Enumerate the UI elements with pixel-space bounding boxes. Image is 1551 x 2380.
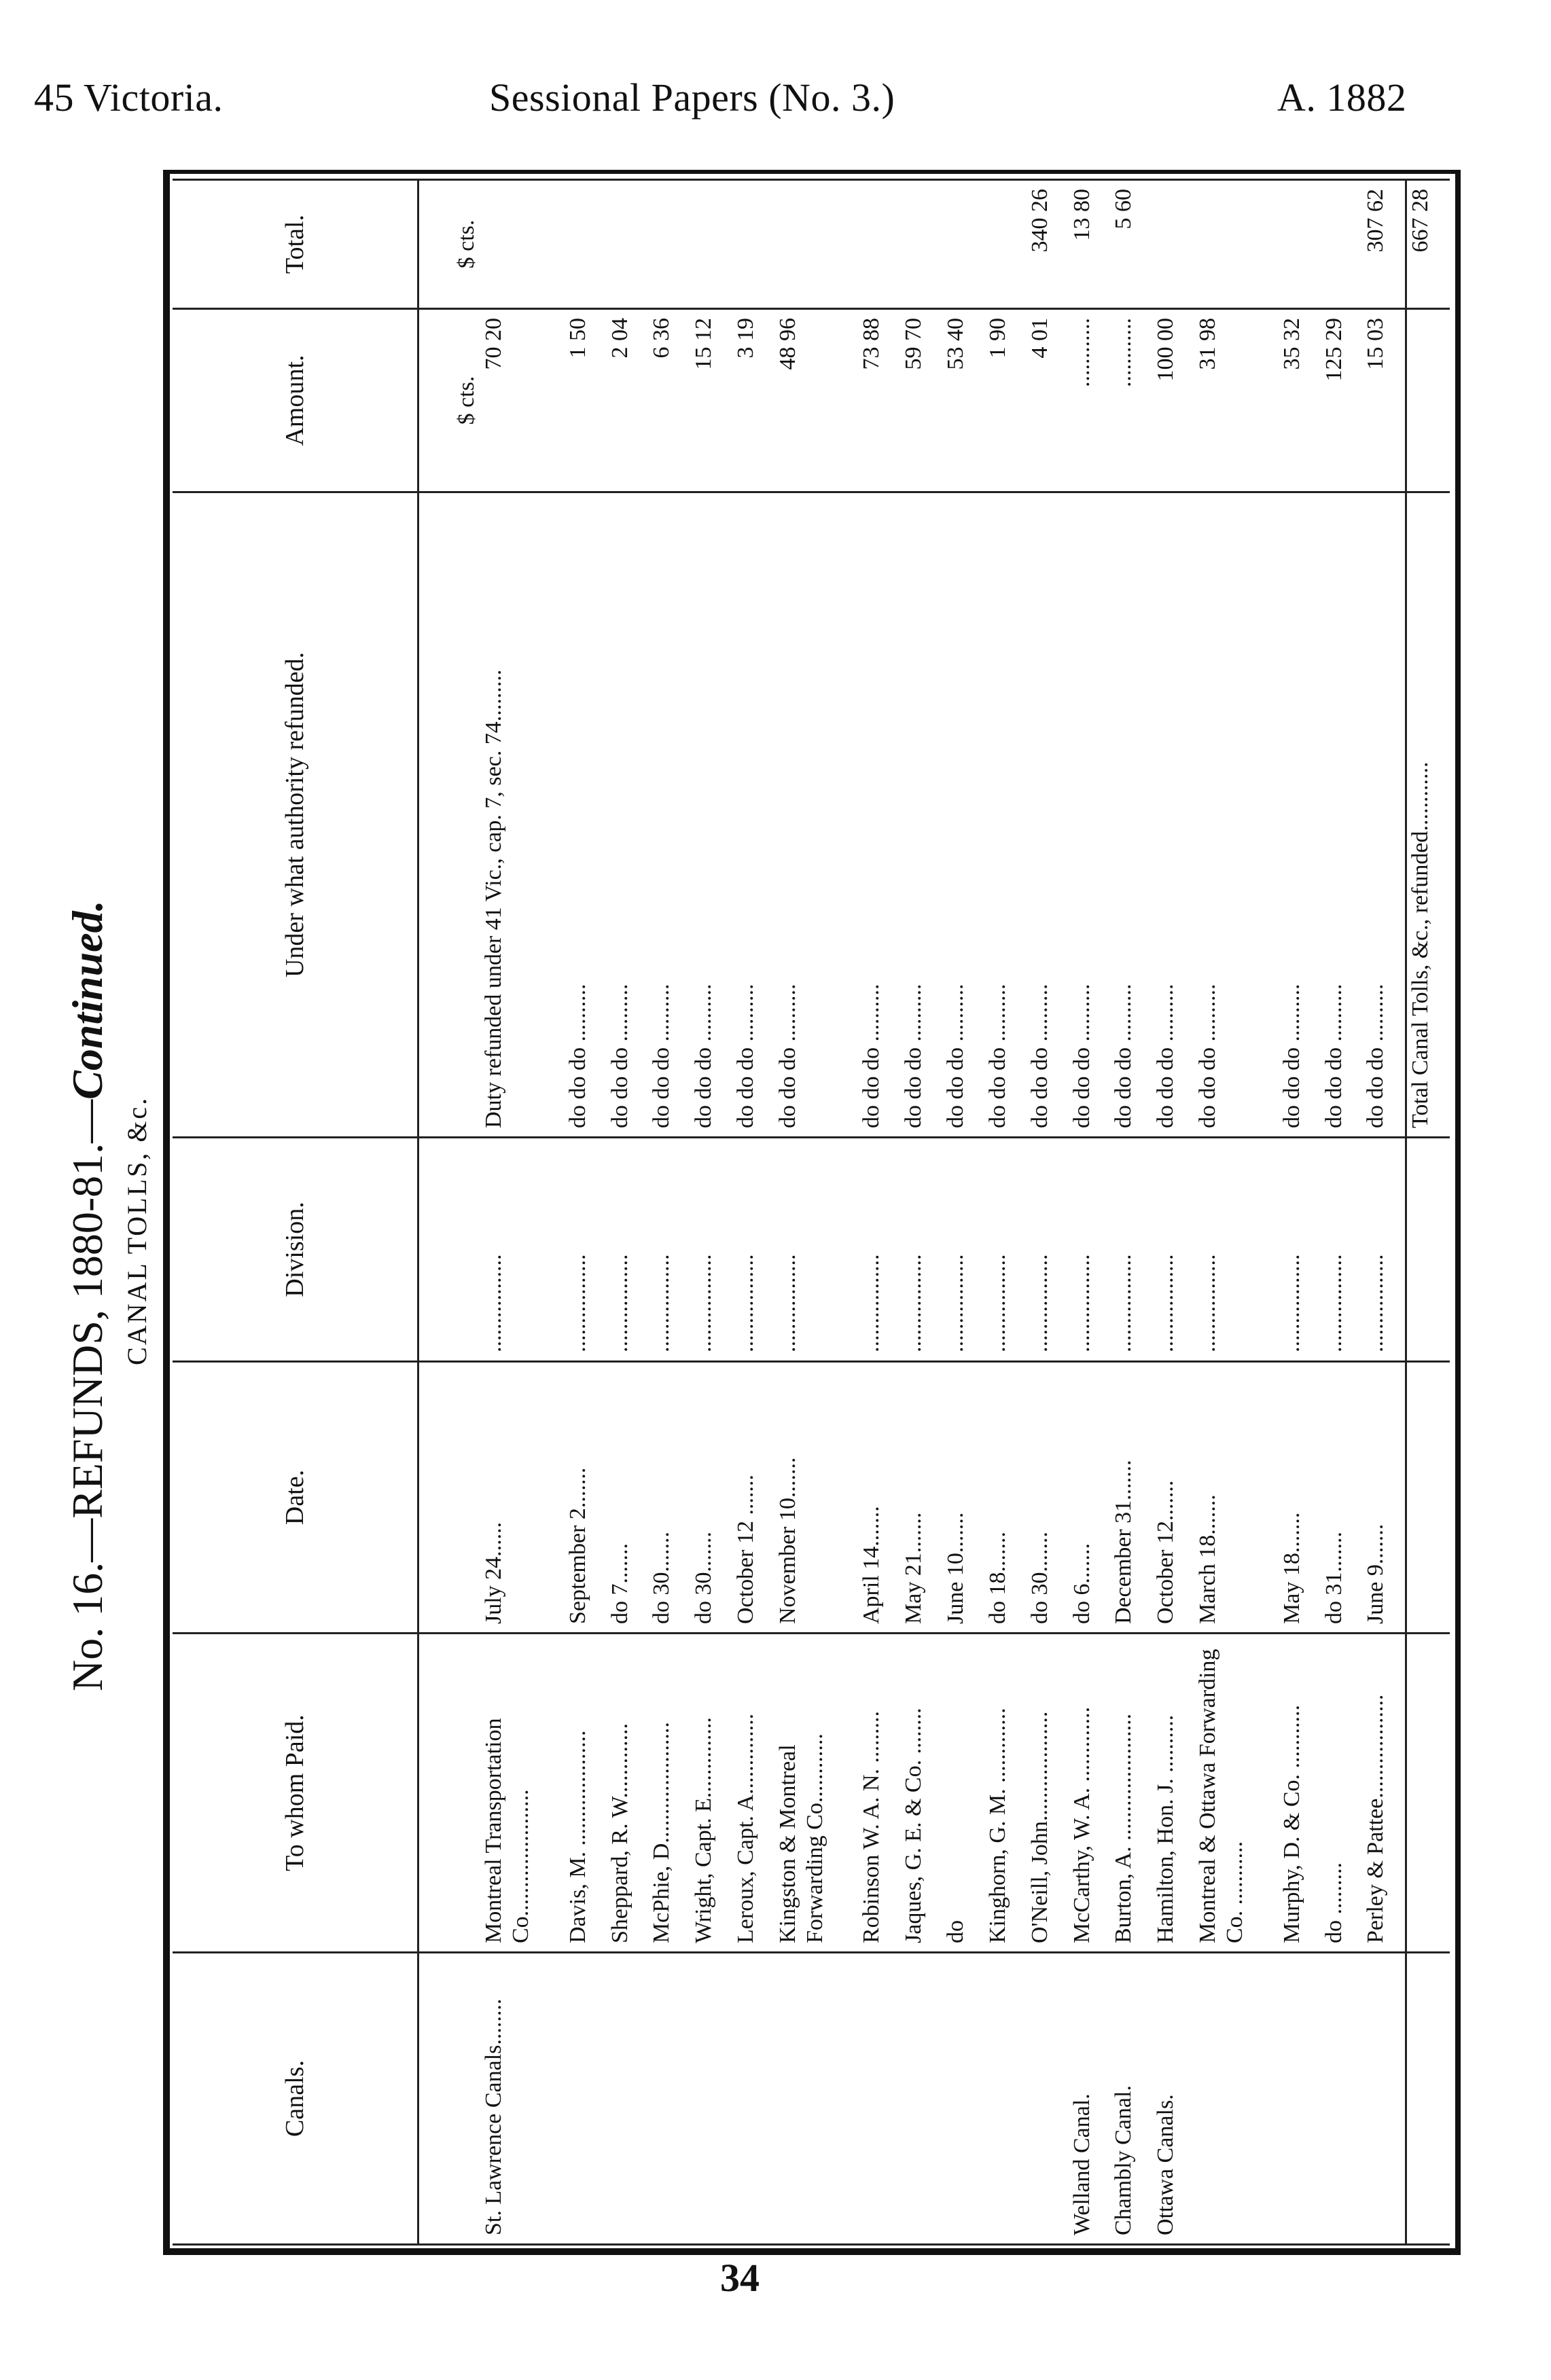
- total: [942, 180, 984, 309]
- amount: 1 50: [565, 309, 607, 492]
- page-number: 34: [720, 2256, 760, 2300]
- refund-date: November 10.......: [774, 1362, 859, 1634]
- col-header-total: Total.: [173, 180, 418, 309]
- amount: ............: [1110, 309, 1152, 492]
- division: .................: [1110, 1138, 1152, 1362]
- group-total: 340 26: [1027, 180, 1069, 309]
- total: [1152, 180, 1194, 309]
- col-header-amount: Amount.: [173, 309, 418, 492]
- payee: Montreal Transportation Co......................: [480, 1634, 565, 1953]
- units-cell: [418, 1138, 481, 1362]
- grand-total-row: [1406, 180, 1450, 2245]
- authority: do do do ..........: [732, 492, 774, 1138]
- authority: do do do ..........: [1027, 492, 1069, 1138]
- refund-date: do 30.......: [690, 1362, 732, 1634]
- table-row: [858, 180, 900, 2245]
- refund-date: October 12 .......: [732, 1362, 774, 1634]
- total: [984, 180, 1027, 309]
- division: .................: [732, 1138, 774, 1362]
- division: .................: [565, 1138, 607, 1362]
- refund-date: do 6.......: [1069, 1362, 1111, 1634]
- payee: Kinghorn, G. M. .............: [984, 1634, 1027, 1953]
- amount: 15 03: [1362, 309, 1406, 492]
- group-total: 307 62: [1362, 180, 1406, 309]
- payee: Burton, A. ......................: [1110, 1634, 1152, 1953]
- authority: do do do ..........: [942, 492, 984, 1138]
- col-header-to-whom: To whom Paid.: [173, 1634, 418, 1953]
- total-spacer: [1406, 1362, 1450, 1634]
- table-row: [732, 180, 774, 2245]
- total: [480, 180, 565, 309]
- payee: O'Neill, John...................: [1027, 1634, 1069, 1953]
- units-cell: [418, 492, 481, 1138]
- division: .................: [942, 1138, 984, 1362]
- refund-date: July 24......: [480, 1362, 565, 1634]
- canal-name: [900, 1953, 942, 2245]
- refund-date: June 9.......: [1362, 1362, 1406, 1634]
- total-spacer: [1406, 309, 1450, 492]
- total: [732, 180, 774, 309]
- document-title: [63, 900, 113, 1691]
- refunds-table-frame: [163, 170, 1461, 2255]
- canal-name: [607, 1953, 649, 2245]
- canal-name: [942, 1953, 984, 2245]
- amount: 35 32: [1279, 309, 1321, 492]
- refund-date: do 31.......: [1321, 1362, 1363, 1634]
- group-total: 13 80: [1069, 180, 1111, 309]
- payee: Kingston & Montreal Forwarding Co............: [774, 1634, 859, 1953]
- payee: do .........: [1321, 1634, 1363, 1953]
- authority: do do do ..........: [1362, 492, 1406, 1138]
- canal-name: [1321, 1953, 1363, 2245]
- division: .................: [858, 1138, 900, 1362]
- authority: do do do ..........: [774, 492, 859, 1138]
- refunds-table: [173, 179, 1450, 2246]
- table-row: [1152, 180, 1194, 2245]
- units-row: [418, 180, 481, 2245]
- payee: Perley & Pattee..................: [1362, 1634, 1406, 1953]
- canal-name: [690, 1953, 732, 2245]
- canal-name: Ottawa Canals.: [1152, 1953, 1194, 2245]
- canal-name: [774, 1953, 859, 2245]
- payee: McCarthy, W. A. .............: [1069, 1634, 1111, 1953]
- canal-name: [565, 1953, 607, 2245]
- total: [690, 180, 732, 309]
- amount: 4 01: [1027, 309, 1069, 492]
- title-continued: Continued.: [63, 900, 111, 1100]
- division: .................: [1194, 1138, 1279, 1362]
- frame-rule-bottom: [163, 2248, 1461, 2255]
- canal-name: [1362, 1953, 1406, 2245]
- amount: 2 04: [607, 309, 649, 492]
- amount-units: $ cts.: [418, 309, 481, 492]
- authority: do do do ..........: [1152, 492, 1194, 1138]
- units-cell: [418, 1634, 481, 1953]
- total-spacer: [1406, 1953, 1450, 2245]
- division: .................: [1027, 1138, 1069, 1362]
- authority: Duty refunded under 41 Vic., cap. 7, sec. 74.........: [480, 492, 565, 1138]
- total-units: $ cts.: [418, 180, 481, 309]
- refund-date: September 2.......: [565, 1362, 607, 1634]
- payee: Hamilton, Hon. J. ..........: [1152, 1634, 1194, 1953]
- table-row: [1027, 180, 1069, 2245]
- refund-date: October 12.......: [1152, 1362, 1194, 1634]
- payee: Sheppard, R. W.............: [607, 1634, 649, 1953]
- amount: ............: [1069, 309, 1111, 492]
- refund-date: April 14.......: [858, 1362, 900, 1634]
- total: [648, 180, 690, 309]
- amount: 6 36: [648, 309, 690, 492]
- refund-date: December 31.......: [1110, 1362, 1152, 1634]
- table-row: [480, 180, 565, 2245]
- authority: do do do ..........: [690, 492, 732, 1138]
- authority: do do do ..........: [607, 492, 649, 1138]
- payee: Murphy, D. & Co. ...........: [1279, 1634, 1321, 1953]
- payee: Montreal & Ottawa Forwarding Co. ...........: [1194, 1634, 1279, 1953]
- table-row: [1110, 180, 1152, 2245]
- table-row: [565, 180, 607, 2245]
- table-row: [900, 180, 942, 2245]
- grand-total-value: 667 28: [1406, 180, 1450, 309]
- table-row: [1069, 180, 1111, 2245]
- payee: Wright, Capt. E..............: [690, 1634, 732, 1953]
- table-row: [1362, 180, 1406, 2245]
- payee: Robinson W. A. N. .........: [858, 1634, 900, 1953]
- division: .................: [1362, 1138, 1406, 1362]
- amount: 59 70: [900, 309, 942, 492]
- payee: McPhie, D.....................: [648, 1634, 690, 1953]
- refund-date: do 18.......: [984, 1362, 1027, 1634]
- amount: 70 20: [480, 309, 565, 492]
- frame-rule-left: [163, 170, 170, 2255]
- canal-name: [648, 1953, 690, 2245]
- total-spacer: [1406, 1138, 1450, 1362]
- table-row: [1194, 180, 1279, 2245]
- units-cell: [418, 1953, 481, 2245]
- table-row: [648, 180, 690, 2245]
- total: [1194, 180, 1279, 309]
- refund-date: do 7.......: [607, 1362, 649, 1634]
- payee: do: [942, 1634, 984, 1953]
- refund-date: do 30.......: [648, 1362, 690, 1634]
- amount: 3 19: [732, 309, 774, 492]
- canal-name: Chambly Canal.: [1110, 1953, 1152, 2245]
- authority: do do do ..........: [900, 492, 942, 1138]
- payee: Leroux, Capt. A..............: [732, 1634, 774, 1953]
- division: .................: [900, 1138, 942, 1362]
- canal-name: [984, 1953, 1027, 2245]
- authority: do do do ..........: [1194, 492, 1279, 1138]
- division: .................: [607, 1138, 649, 1362]
- authority: do do do ..........: [1069, 492, 1111, 1138]
- authority: do do do ..........: [1110, 492, 1152, 1138]
- total: [774, 180, 859, 309]
- amount: 53 40: [942, 309, 984, 492]
- table-row: [1321, 180, 1363, 2245]
- canal-name: [1027, 1953, 1069, 2245]
- frame-rule-top: [163, 170, 1461, 174]
- canal-name: Welland Canal.: [1069, 1953, 1111, 2245]
- division: .................: [984, 1138, 1027, 1362]
- division: .................: [1152, 1138, 1194, 1362]
- document-subtitle: CANAL TOLLS, &c.: [122, 1096, 152, 1365]
- total: [1321, 180, 1363, 309]
- table-row: [942, 180, 984, 2245]
- table-row: [774, 180, 859, 2245]
- running-head-right: A. 1882: [1277, 75, 1407, 120]
- title-main-text: No. 16.—REFUNDS, 1880-81.—: [63, 1099, 111, 1691]
- frame-rule-right: [1455, 170, 1461, 2255]
- table-header-row: [173, 180, 418, 2245]
- units-cell: [418, 1362, 481, 1634]
- refund-date: May 18.......: [1279, 1362, 1321, 1634]
- division: .................: [648, 1138, 690, 1362]
- division: .................: [480, 1138, 565, 1362]
- authority: do do do ..........: [1321, 492, 1363, 1138]
- authority: do do do ..........: [1279, 492, 1321, 1138]
- division: .................: [1069, 1138, 1111, 1362]
- amount: 125 29: [1321, 309, 1363, 492]
- refund-date: do 30.......: [1027, 1362, 1069, 1634]
- col-header-division: Division.: [173, 1138, 418, 1362]
- total: [858, 180, 900, 309]
- col-header-authority: Under what authority refunded.: [173, 492, 418, 1138]
- amount: 1 90: [984, 309, 1027, 492]
- table-row: [984, 180, 1027, 2245]
- amount: 48 96: [774, 309, 859, 492]
- total-spacer: [1406, 1634, 1450, 1953]
- running-head-left: 45 Victoria.: [34, 75, 224, 120]
- amount: 31 98: [1194, 309, 1279, 492]
- division: .................: [1321, 1138, 1363, 1362]
- canal-name: [1194, 1953, 1279, 2245]
- authority: do do do ..........: [984, 492, 1027, 1138]
- authority: do do do ..........: [565, 492, 607, 1138]
- table-row: [607, 180, 649, 2245]
- col-header-canals: Canals.: [173, 1953, 418, 2245]
- running-head-center: Sessional Papers (No. 3.): [489, 75, 895, 120]
- amount: 73 88: [858, 309, 900, 492]
- canal-name: St. Lawrence Canals........: [480, 1953, 565, 2245]
- division: .................: [690, 1138, 732, 1362]
- total: [900, 180, 942, 309]
- amount: 15 12: [690, 309, 732, 492]
- authority: do do do ..........: [648, 492, 690, 1138]
- grand-total-label: Total Canal Tolls, &c., refunded............: [1406, 492, 1450, 1138]
- total: [1279, 180, 1321, 309]
- total: [607, 180, 649, 309]
- total: [565, 180, 607, 309]
- canal-name: [732, 1953, 774, 2245]
- table-row: [690, 180, 732, 2245]
- group-total: 5 60: [1110, 180, 1152, 309]
- col-header-date: Date.: [173, 1362, 418, 1634]
- canal-name: [1279, 1953, 1321, 2245]
- division: .................: [1279, 1138, 1321, 1362]
- refund-date: June 10.......: [942, 1362, 984, 1634]
- refund-date: March 18.......: [1194, 1362, 1279, 1634]
- canal-name: [858, 1953, 900, 2245]
- amount: 100 00: [1152, 309, 1194, 492]
- table-row: [1279, 180, 1321, 2245]
- refund-date: May 21.......: [900, 1362, 942, 1634]
- payee: Jaques, G. E. & Co. ........: [900, 1634, 942, 1953]
- payee: Davis, M. ....................: [565, 1634, 607, 1953]
- authority: do do do ..........: [858, 492, 900, 1138]
- division: .................: [774, 1138, 859, 1362]
